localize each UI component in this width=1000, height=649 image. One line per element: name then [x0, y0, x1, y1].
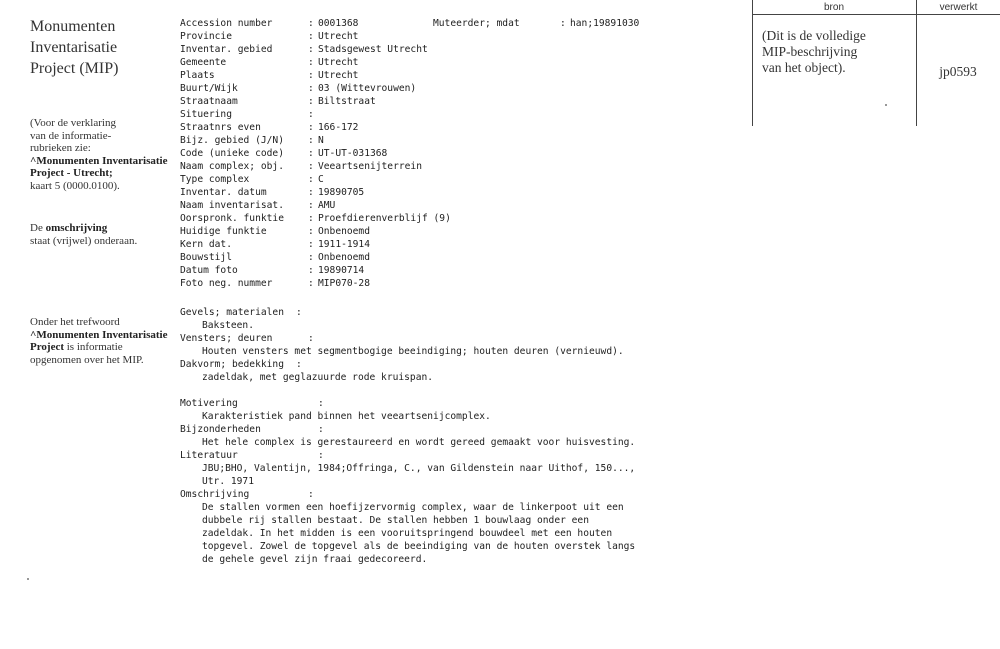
field-label: Straatnrs even [180, 122, 261, 133]
source-description-line: MIP-beschrijving [762, 44, 858, 59]
section-label-literatuur: Literatuur [180, 450, 238, 461]
mip-title [30, 16, 180, 79]
field-separator: : [318, 424, 324, 435]
section-text-dakvorm: zadeldak, met geglazuurde rode kruispan. [202, 372, 434, 383]
field-value: UT-UT-031368 [318, 148, 388, 159]
field-separator: : [318, 450, 324, 461]
section-label-gevels: Gevels; materialen [180, 307, 284, 318]
mutation-value: han;19891030 [570, 18, 640, 29]
field-value: 03 (Wittevrouwen) [318, 83, 417, 94]
field-label: Plaats [180, 70, 215, 81]
field-value: 166-172 [318, 122, 359, 133]
field-separator: : [560, 18, 566, 29]
field-label: Naam inventarisat. [180, 200, 284, 211]
field-value: 19890705 [318, 187, 365, 198]
field-separator: : [308, 122, 314, 133]
field-label: Oorspronk. funktie [180, 213, 284, 224]
field-value: Onbenoemd [318, 226, 370, 237]
section-label-bijzonderheden: Bijzonderheden [180, 424, 261, 435]
field-label: Bouwstijl [180, 252, 232, 263]
note-keyword: Project [30, 341, 64, 353]
field-value: Utrecht [318, 31, 359, 42]
field-label: Situering [180, 109, 232, 120]
processed-code: jp0593 [939, 64, 977, 79]
field-separator: : [308, 161, 314, 172]
field-value: Biltstraat [318, 96, 376, 107]
section-text-bijzonderheden: Het hele complex is gerestaureerd en wordt gereed gemaakt voor huisvesting. [202, 437, 636, 448]
field-label: Accession number [180, 18, 273, 29]
field-separator: : [308, 278, 314, 289]
field-separator: : [308, 18, 314, 29]
field-label: Naam complex; obj. [180, 161, 284, 172]
section-label-motivering: Motivering [180, 398, 238, 409]
note-line: rubrieken zie: [30, 142, 91, 154]
mip-title-line-3: Project (MIP) [30, 60, 119, 77]
table-rule [752, 14, 1000, 15]
source-description-line: van het object). [762, 60, 846, 75]
column-header-bron: bron [823, 2, 844, 13]
field-separator: : [308, 109, 314, 120]
field-separator: : [296, 359, 302, 370]
field-value: N [318, 135, 324, 146]
field-separator: : [308, 31, 314, 42]
field-separator: : [318, 398, 324, 409]
field-separator: : [308, 200, 314, 211]
field-label: Type complex [180, 174, 250, 185]
field-separator: : [308, 44, 314, 55]
field-separator: : [308, 57, 314, 68]
reference-title: ^Monumenten Inventarisatie [30, 154, 168, 167]
scan-speck [27, 578, 29, 580]
scan-speck [885, 104, 887, 106]
field-label: Kern dat. [180, 239, 232, 250]
note-text: Onder het trefwoord [30, 316, 120, 328]
note-keyword: omschrijving [45, 222, 108, 234]
section-label-dakvorm: Dakvorm; bedekking [180, 359, 284, 370]
field-label: Code (unieke code) [180, 148, 284, 159]
note-line: van de informatie- [30, 129, 112, 142]
explanation-note [30, 117, 185, 192]
field-separator: : [308, 333, 314, 344]
omschrijving-line: topgevel. Zowel de topgevel als de beeindiging van de houten overstek langs [202, 541, 636, 552]
note-line: (Voor de verklaring [30, 117, 116, 129]
field-label: Provincie [180, 31, 232, 42]
field-label: Foto neg. nummer [180, 278, 273, 289]
table-rule [752, 0, 753, 126]
description-note [30, 222, 185, 247]
field-value: Utrecht [318, 70, 359, 81]
field-label: Buurt/Wijk [180, 83, 238, 94]
field-separator: : [308, 174, 314, 185]
note-keyword: ^Monumenten Inventarisatie [30, 328, 168, 341]
field-separator: : [296, 307, 302, 318]
mutation-label: Muteerder; mdat [433, 18, 520, 29]
field-value: AMU [318, 200, 336, 211]
omschrijving-line: de gehele gevel zijn fraai gedecoreerd. [202, 554, 428, 565]
field-value: Stadsgewest Utrecht [318, 44, 428, 55]
field-value: 0001368 [318, 18, 359, 29]
field-value: 1911-1914 [318, 239, 370, 250]
field-label: Inventar. gebied [180, 44, 273, 55]
field-separator: : [308, 226, 314, 237]
field-separator: : [308, 239, 314, 250]
field-separator: : [308, 187, 314, 198]
mip-title-line-2: Inventarisatie [30, 39, 118, 56]
field-separator: : [308, 489, 314, 500]
section-text-motivering: Karakteristiek pand binnen het veeartsenijcomplex. [202, 411, 491, 422]
reference-subtitle: Project - Utrecht; [30, 167, 113, 179]
reference-card: kaart 5 (0000.0100). [30, 179, 120, 192]
keyword-note [30, 316, 185, 366]
source-description [762, 28, 902, 76]
note-text: is informatie [64, 341, 123, 353]
field-value: C [318, 174, 324, 185]
field-separator: : [308, 252, 314, 263]
field-label: Inventar. datum [180, 187, 267, 198]
field-separator: : [308, 265, 314, 276]
field-separator: : [308, 213, 314, 224]
section-text-literatuur-2: Utr. 1971 [202, 476, 254, 487]
table-rule [916, 0, 917, 126]
omschrijving-line: dubbele rij stallen bestaat. De stallen hebben 1 bouwlaag onder een [202, 515, 589, 526]
note-text: De [30, 222, 46, 234]
field-value: Proefdierenverblijf (9) [318, 213, 451, 224]
note-text: staat (vrijwel) onderaan. [30, 234, 138, 247]
field-label: Datum foto [180, 265, 238, 276]
section-text-vensters: Houten vensters met segmentbogige beeindiging; houten deuren (vernieuwd). [202, 346, 624, 357]
section-label-vensters: Vensters; deuren [180, 333, 273, 344]
field-separator: : [308, 148, 314, 159]
field-label: Gemeente [180, 57, 227, 68]
source-table [752, 0, 1000, 126]
omschrijving-line: De stallen vormen een hoefijzervormig complex, waar de linkerpoot uit een [202, 502, 624, 513]
field-separator: : [308, 83, 314, 94]
field-value: Utrecht [318, 57, 359, 68]
column-header-verwerkt: verwerkt [939, 2, 978, 13]
field-value: Onbenoemd [318, 252, 370, 263]
field-separator: : [308, 70, 314, 81]
section-text-literatuur-1: JBU;BHO, Valentijn, 1984;Offringa, C., van Gildenstein naar Uithof, 150..., [202, 463, 636, 474]
field-value: 19890714 [318, 265, 365, 276]
field-value: MIP070-28 [318, 278, 370, 289]
section-text-gevels: Baksteen. [202, 320, 254, 331]
field-separator: : [308, 135, 314, 146]
omschrijving-line: zadeldak. In het midden is een vooruitspringend bouwdeel met een houten [202, 528, 613, 539]
field-separator: : [308, 96, 314, 107]
field-label: Huidige funktie [180, 226, 267, 237]
section-label-omschrijving: Omschrijving [180, 489, 250, 500]
note-text: opgenomen over het MIP. [30, 353, 144, 366]
field-label: Bijz. gebied (J/N) [180, 135, 284, 146]
mip-title-line-1: Monumenten [30, 18, 116, 35]
source-description-line: (Dit is de volledige [762, 28, 866, 43]
field-label: Straatnaam [180, 96, 238, 107]
field-value: Veeartsenijterrein [318, 161, 422, 172]
